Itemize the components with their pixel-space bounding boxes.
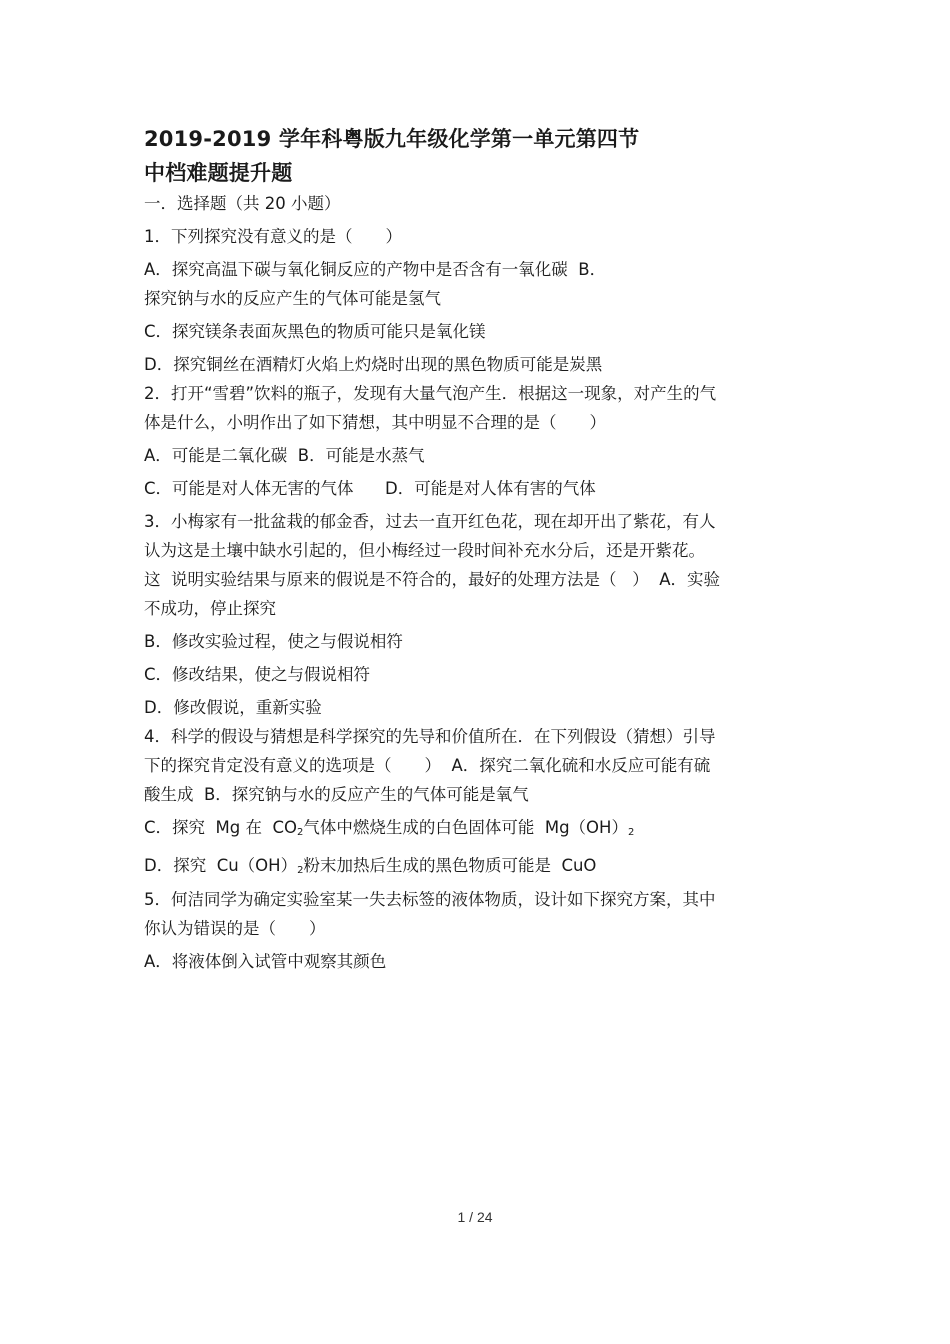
- question-2-options-ab: A．可能是二氧化碳 B．可能是水蒸气: [144, 446, 425, 465]
- q4d-part2: 粉末加热后生成的黑色物质可能是 CuO: [303, 856, 597, 875]
- q4d-part1: D．探究 Cu（OH）: [144, 856, 298, 875]
- question-1-option-d: D．探究铜丝在酒精灯火焰上灼烧时出现的黑色物质可能是炭黑: [144, 355, 603, 374]
- q4c-part1: C．探究 Mg 在 CO: [144, 818, 297, 837]
- question-1: 1．下列探究没有意义的是（ ）: [144, 227, 402, 246]
- question-5-option-a: A．将液体倒入试管中观察其颜色: [144, 952, 387, 971]
- question-5-line1: 5．何洁同学为确定实验室某一失去标签的液体物质，设计如下探究方案，其中: [144, 890, 716, 909]
- question-3-option-d: D．修改假说，重新实验: [144, 698, 322, 717]
- q4c-part2: 气体中燃烧生成的白色固体可能 Mg（OH）: [303, 818, 628, 837]
- document-content: [144, 122, 812, 976]
- question-3-line4: 不成功，停止探究: [144, 599, 276, 618]
- question-5-line2: 你认为错误的是（ ）: [144, 919, 326, 938]
- question-2-line2: 体是什么，小明作出了如下猜想，其中明显不合理的是（ ）: [144, 413, 606, 432]
- question-3-line1: 3．小梅家有一批盆栽的郁金香，过去一直开红色花，现在却开出了紫花，有人: [144, 512, 716, 531]
- question-4-line1: 4．科学的假设与猜想是科学探究的先导和价值所在．在下列假设（猜想）引导: [144, 727, 716, 746]
- section-heading: 一．选择题（共 20 小题）: [144, 194, 341, 213]
- question-4-line3: 酸生成 B．探究钠与水的反应产生的气体可能是氧气: [144, 785, 529, 804]
- question-2-options-cd: C．可能是对人体无害的气体 D．可能是对人体有害的气体: [144, 479, 596, 498]
- q4c-sub1: 2: [296, 827, 304, 838]
- document-title-line1: 2019-2019 学年科粤版九年级化学第一单元第四节: [144, 127, 640, 151]
- question-3-line2: 认为这是土壤中缺水引起的，但小梅经过一段时间补充水分后，还是开紫花。: [144, 541, 705, 560]
- q4d-sub1: 2: [297, 865, 304, 876]
- question-3-option-c: C．修改结果，使之与假说相符: [144, 665, 371, 684]
- q4c-sub2: 2: [627, 827, 635, 838]
- question-2-line1: 2．打开“雪碧”饮料的瓶子，发现有大量气泡产生．根据这一现象，对产生的气: [144, 384, 717, 403]
- question-3-line3: 这 说明实验结果与原来的假说是不符合的，最好的处理方法是（ ） A．实验: [144, 570, 721, 589]
- question-1-option-a: A．探究高温下碳与氧化铜反应的产物中是否含有一氧化碳 B．: [144, 260, 607, 279]
- question-4-option-d: [144, 851, 812, 885]
- document-title-line2: 中档难题提升题: [144, 161, 293, 185]
- question-4-option-c: [144, 813, 812, 847]
- page-number: 1 / 24: [457, 1209, 493, 1225]
- question-1-option-c: C．探究镁条表面灰黑色的物质可能只是氧化镁: [144, 322, 486, 341]
- question-4-line2: 下的探究肯定没有意义的选项是（ ） A．探究二氧化硫和水反应可能有硫: [144, 756, 711, 775]
- question-3-option-b: B．修改实验过程，使之与假说相符: [144, 632, 403, 651]
- question-1-option-b: 探究钠与水的反应产生的气体可能是氢气: [144, 289, 441, 308]
